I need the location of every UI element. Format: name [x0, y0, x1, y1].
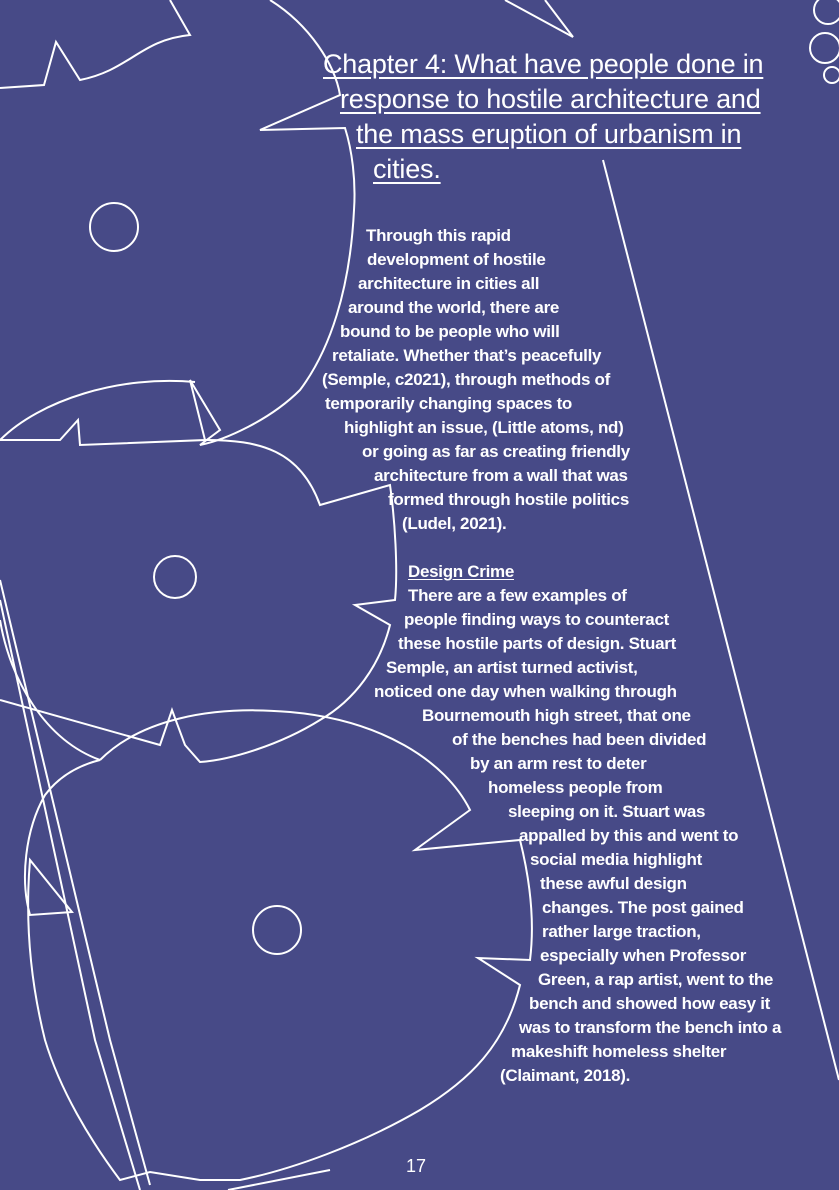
section-line: rather large traction, — [542, 922, 701, 941]
intro-line: (Semple, c2021), through methods of — [322, 370, 610, 389]
blob-outline-bottom — [25, 710, 532, 1180]
section-line: people finding ways to counteract — [404, 610, 669, 629]
section-line: by an arm rest to deter — [470, 754, 647, 773]
section-line: Green, a rap artist, went to the — [538, 970, 774, 989]
chapter-title-line: cities. — [373, 154, 441, 184]
section-line: sleeping on it. Stuart was — [508, 802, 706, 821]
blob-outline-top — [0, 0, 355, 445]
section-line: these awful design — [540, 874, 687, 893]
circle-top-right-3 — [824, 67, 839, 83]
section-heading: Design Crime — [408, 562, 514, 581]
circle-bottom — [253, 906, 301, 954]
intro-line: Through this rapid — [366, 226, 511, 245]
circle-top-right-2 — [810, 33, 839, 63]
intro-line: architecture in cities all — [358, 274, 540, 293]
section-line: There are a few examples of — [408, 586, 627, 605]
spike-top-right — [505, 0, 573, 37]
intro-line: around the world, there are — [348, 298, 560, 317]
intro-line: (Ludel, 2021). — [402, 514, 507, 533]
circle-top-right-1 — [814, 0, 839, 24]
section-line: homeless people from — [488, 778, 663, 797]
section-line: noticed one day when walking through — [374, 682, 677, 701]
section-line: bench and showed how easy it — [529, 994, 770, 1013]
section-line: social media highlight — [530, 850, 702, 869]
section-line: these hostile parts of design. Stuart — [398, 634, 676, 653]
diagonal-band-left-outer — [0, 580, 150, 1185]
circle-middle-left — [154, 556, 196, 598]
section-line: especially when Professor — [540, 946, 747, 965]
chapter-title-line: Chapter 4: What have people done in — [323, 49, 764, 79]
intro-line: highlight an issue, (Little atoms, nd) — [344, 418, 624, 437]
section-line: appalled by this and went to — [519, 826, 739, 845]
section-line: (Claimant, 2018). — [500, 1066, 631, 1085]
section-line: Bournemouth high street, that one — [422, 706, 691, 725]
intro-line: formed through hostile politics — [388, 490, 629, 509]
blob-outline-middle — [0, 381, 396, 762]
section-line: changes. The post gained — [542, 898, 744, 917]
circle-top-left — [90, 203, 138, 251]
intro-line: temporarily changing spaces to — [325, 394, 573, 413]
page-number: 17 — [406, 1156, 427, 1176]
section-line: was to transform the bench into a — [519, 1018, 782, 1037]
chapter-title-line: the mass eruption of urbanism in — [356, 119, 742, 149]
section-line: of the benches had been divided — [452, 730, 707, 749]
chapter-title-line: response to hostile architecture and — [340, 84, 761, 114]
section-line: makeshift homeless shelter — [511, 1042, 727, 1061]
section-line: Semple, an artist turned activist, — [386, 658, 638, 677]
intro-line: or going as far as creating friendly — [362, 442, 630, 461]
intro-line: architecture from a wall that was — [374, 466, 628, 485]
intro-line: development of hostile — [367, 250, 546, 269]
intro-line: bound to be people who will — [340, 322, 560, 341]
intro-line: retaliate. Whether that’s peacefully — [332, 346, 602, 365]
